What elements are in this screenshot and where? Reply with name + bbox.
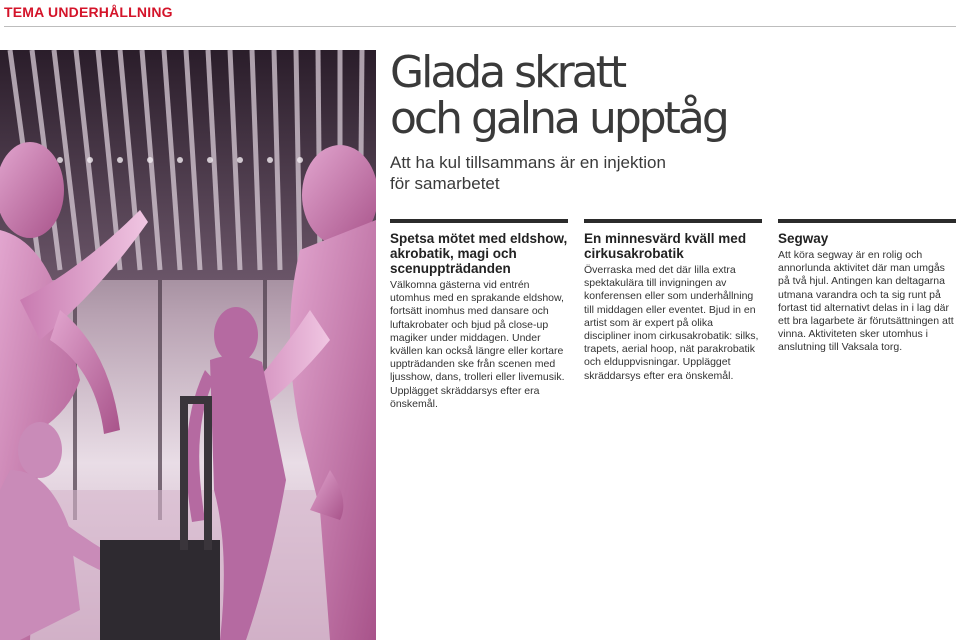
column-body: Välkomna gästerna vid entrén utomhus med en sprakande eldshow, fortsätt inomhus med dansare och luftakrobater och bjud på close-up magiker under middagen. Under kvällen kan också längre eller kortare uppträdanden ske från scenen med ljusshow, dans, trolleri eller livemusik. Upplägget skräddarsys efter era önskemål. — [390, 279, 565, 410]
headline-line-2: och galna upptåg — [390, 93, 727, 144]
header-divider — [4, 26, 956, 27]
subhead — [390, 152, 830, 194]
column-segway — [778, 219, 956, 355]
column-body: Att köra segway är en rolig och annorlunda aktivitet där man umgås på två hjul. Antingen kan deltagarna utmana varandra och ta sig runt på fortast tid alternativt delas in i lag där ett bra lagarbete är förutsättningen att vinna. Aktiviteten sker utomhus i anslutning till Vaksala torg. — [778, 249, 954, 354]
column-rule — [778, 219, 956, 223]
column-title: Segway — [778, 231, 829, 246]
column-circus — [584, 219, 762, 383]
headline-line-1: Glada skratt — [390, 47, 625, 98]
headline — [390, 47, 830, 144]
column-body: Överraska med det där lilla extra spektakulära till invigningen av konferensen eller som underhållning till middagen eller eventet. Bjud in en artist som är expert på olika discipliner inom cirkusakrobatik: silks, trapets, aerial hoop, nät parakrobatik och elduppvisningar. Upplägget skräddarsys efter era önskemål. — [584, 264, 759, 382]
section-tag: TEMA UNDERHÅLLNING — [4, 4, 173, 20]
column-entertainment — [390, 219, 568, 411]
column-rule — [390, 219, 568, 223]
article-photo — [0, 50, 376, 640]
column-rule — [584, 219, 762, 223]
subhead-line-2: för samarbetet — [390, 174, 500, 193]
column-title: Spetsa mötet med eldshow, akrobatik, magi och scenuppträdanden — [390, 231, 568, 276]
subhead-line-1: Att ha kul tillsammans är en injektion — [390, 153, 666, 172]
column-title: En minnesvärd kväll med cirkusakrobatik — [584, 231, 747, 261]
